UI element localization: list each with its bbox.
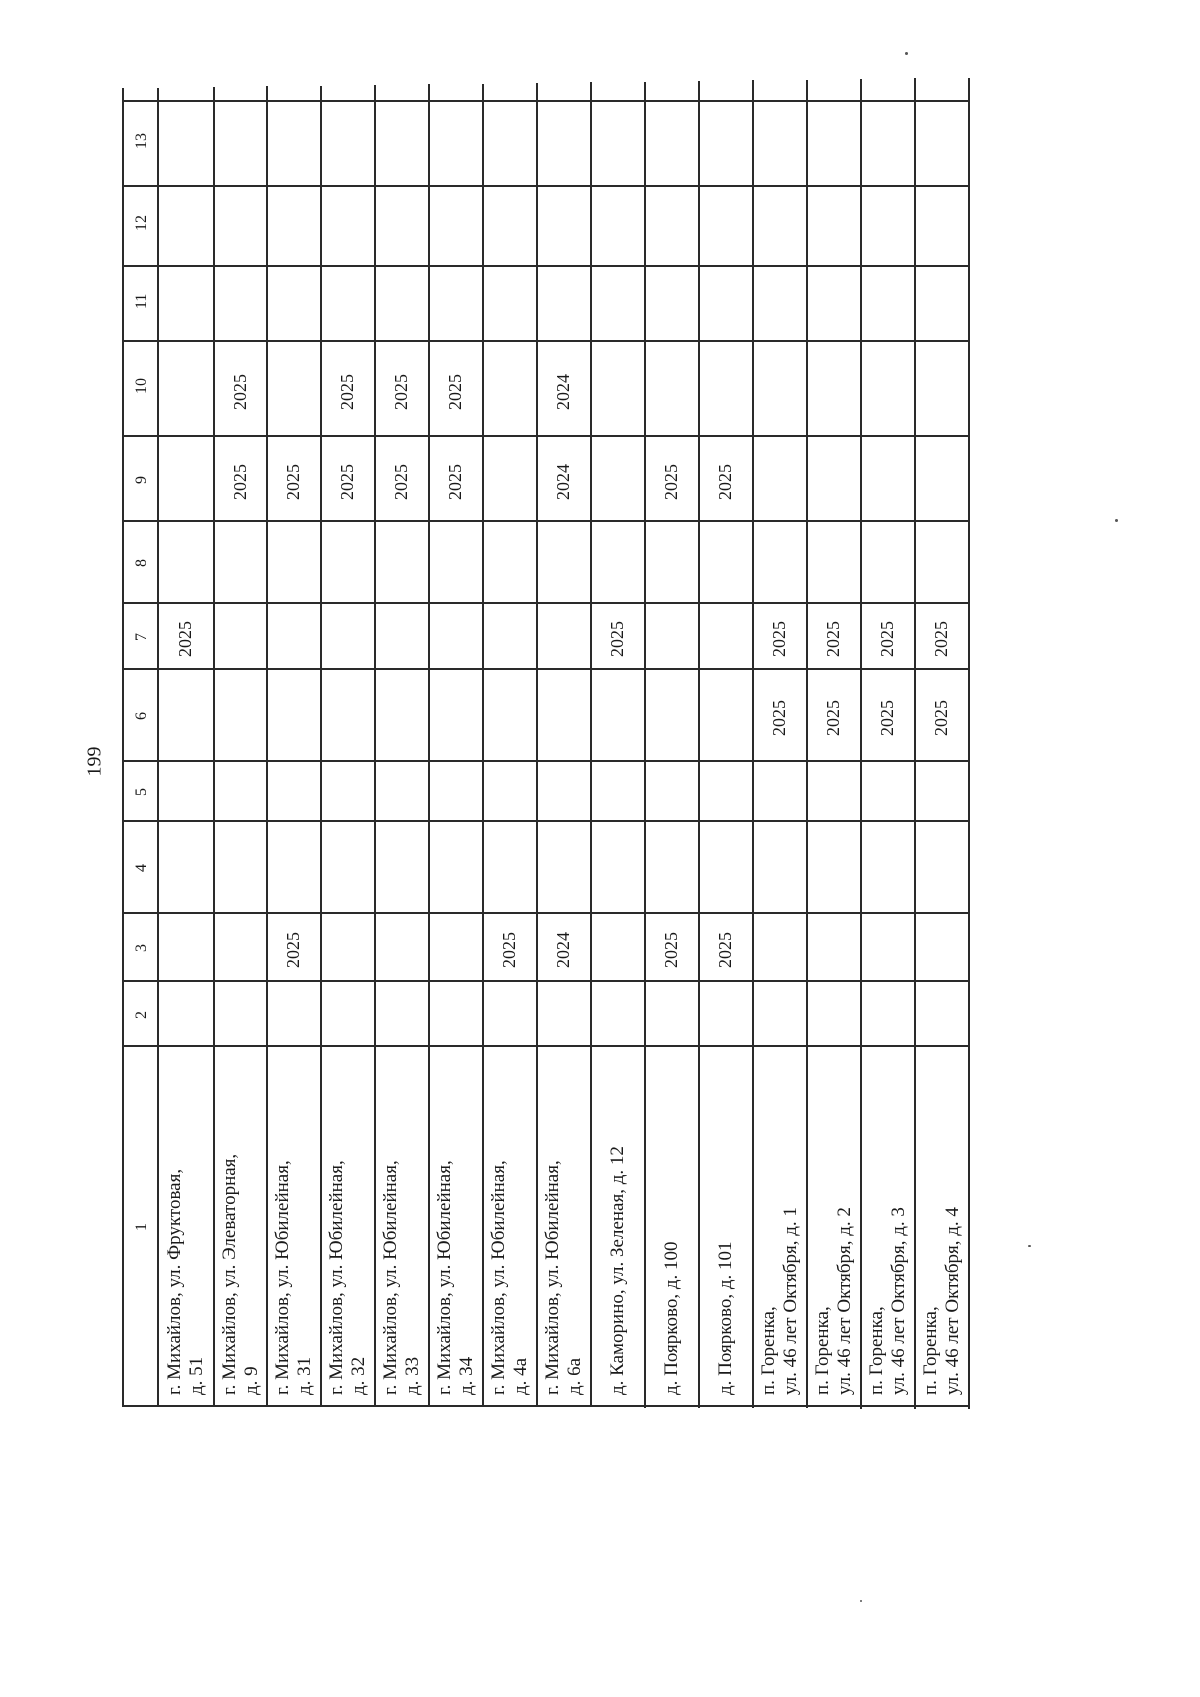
page-number: 199 <box>83 746 106 777</box>
column-header: 6 <box>133 712 150 720</box>
address-cell: п. Горенка, <box>812 1306 833 1395</box>
table-rule <box>536 83 538 1407</box>
address-cell: д. 31 <box>294 1356 315 1395</box>
scan-speck <box>905 52 908 55</box>
table-rule <box>320 86 322 1406</box>
table-rule <box>482 84 484 1407</box>
address-cell: д. 33 <box>402 1356 423 1395</box>
year-cell: 2025 <box>337 373 357 410</box>
table-rule <box>122 602 968 604</box>
year-cell: 2025 <box>715 463 735 500</box>
column-header: 10 <box>133 377 150 394</box>
address-cell: г. Михайлов, ул. Юбилейная, <box>272 1160 293 1395</box>
address-cell: д. 4а <box>510 1357 531 1395</box>
table-rule <box>122 185 968 187</box>
scan-speck <box>1028 1245 1031 1247</box>
table-rule <box>122 760 968 762</box>
table-rule <box>266 86 268 1405</box>
column-header: 3 <box>133 944 150 952</box>
year-cell: 2025 <box>823 621 843 657</box>
table-rule <box>122 980 968 982</box>
year-cell: 2025 <box>661 932 681 968</box>
address-cell: д. Поярково, д. 101 <box>715 1241 736 1395</box>
column-header: 11 <box>133 293 150 309</box>
address-cell: д. 51 <box>186 1356 207 1395</box>
address-cell: п. Горенка, <box>866 1306 887 1395</box>
table-rule <box>122 1045 968 1047</box>
table-rule <box>122 668 968 670</box>
year-cell: 2025 <box>877 700 897 736</box>
table-rule <box>752 80 754 1408</box>
table-rule <box>157 88 159 1406</box>
table-rule <box>122 265 968 267</box>
year-cell: 2025 <box>499 932 519 968</box>
table-rule <box>914 78 916 1408</box>
year-cell: 2025 <box>283 463 303 500</box>
year-cell: 2025 <box>337 463 357 500</box>
address-cell: д. 9 <box>240 1366 262 1395</box>
table-rule <box>122 100 968 102</box>
year-cell: 2025 <box>877 621 897 657</box>
address-cell: д. 34 <box>456 1356 477 1395</box>
table-rule <box>644 82 646 1408</box>
table-rule <box>968 78 970 1409</box>
year-cell: 2025 <box>769 700 789 736</box>
column-header: 2 <box>133 1010 150 1019</box>
address-cell: д. Каморино, ул. Зеленая, д. 12 <box>607 1146 628 1395</box>
address-cell: г. Михайлов, ул. Юбилейная, <box>326 1160 347 1395</box>
table-rule <box>213 87 215 1406</box>
year-cell: 2024 <box>553 463 573 500</box>
address-cell: г. Михайлов, ул. Юбилейная, <box>380 1160 401 1395</box>
year-cell: 2025 <box>823 700 843 736</box>
column-header: 9 <box>133 475 150 484</box>
year-cell: 2025 <box>445 463 465 500</box>
address-cell: г. Михайлов, ул. Фруктовая, <box>164 1168 185 1395</box>
address-cell: ул. 46 лет Октября, д. 3 <box>888 1207 909 1395</box>
table-rule <box>698 81 700 1408</box>
table-rule <box>122 520 968 522</box>
year-cell: 2024 <box>553 373 573 410</box>
address-cell: д. 6а <box>564 1357 585 1395</box>
table-rule <box>122 340 968 342</box>
column-header: 7 <box>133 633 150 641</box>
year-cell: 2025 <box>175 621 195 657</box>
address-cell: ул. 46 лет Октября, д. 4 <box>942 1207 963 1395</box>
column-header: 5 <box>133 788 150 796</box>
column-header: 13 <box>133 132 150 149</box>
year-cell: 2025 <box>445 373 465 410</box>
table-rule <box>428 84 430 1406</box>
year-cell: 2025 <box>229 373 250 410</box>
table-rule <box>122 1405 968 1407</box>
table-rule <box>590 82 592 1407</box>
address-cell: ул. 46 лет Октября, д. 1 <box>780 1207 801 1395</box>
scan-speck <box>860 1600 862 1602</box>
table-rule <box>860 79 862 1409</box>
address-cell: ул. 46 лет Октября, д. 2 <box>834 1207 855 1395</box>
year-cell: 2025 <box>931 700 951 736</box>
table-rule <box>122 912 968 914</box>
year-cell: 2025 <box>931 621 951 657</box>
table-rule <box>122 88 124 1405</box>
address-cell: п. Горенка, <box>758 1306 779 1395</box>
table-rule <box>806 80 808 1409</box>
address-cell: г. Михайлов, ул. Юбилейная, <box>488 1160 509 1395</box>
scan-speck <box>1115 519 1118 522</box>
year-cell: 2025 <box>283 932 303 968</box>
column-header: 12 <box>133 215 150 231</box>
address-cell: г. Михайлов, ул. Элеваторная, <box>218 1153 240 1395</box>
year-cell: 2024 <box>553 932 573 968</box>
year-cell: 2025 <box>769 621 789 657</box>
year-cell: 2025 <box>715 932 735 968</box>
column-header: 1 <box>133 1223 150 1231</box>
address-cell: п. Горенка, <box>920 1306 941 1395</box>
address-cell: г. Михайлов, ул. Юбилейная, <box>542 1160 563 1395</box>
column-header: 8 <box>133 559 150 567</box>
table-rule <box>122 820 968 822</box>
year-cell: 2025 <box>391 373 411 410</box>
year-cell: 2025 <box>391 463 411 500</box>
table-rule <box>374 85 376 1406</box>
year-cell: 2025 <box>229 463 250 500</box>
address-cell: г. Михайлов, ул. Юбилейная, <box>434 1160 455 1395</box>
year-cell: 2025 <box>607 621 627 657</box>
table-rule <box>122 435 968 437</box>
column-header: 4 <box>133 864 150 872</box>
address-cell: д. Поярково, д. 100 <box>661 1241 682 1395</box>
year-cell: 2025 <box>661 463 681 500</box>
address-cell: д. 32 <box>348 1356 369 1395</box>
